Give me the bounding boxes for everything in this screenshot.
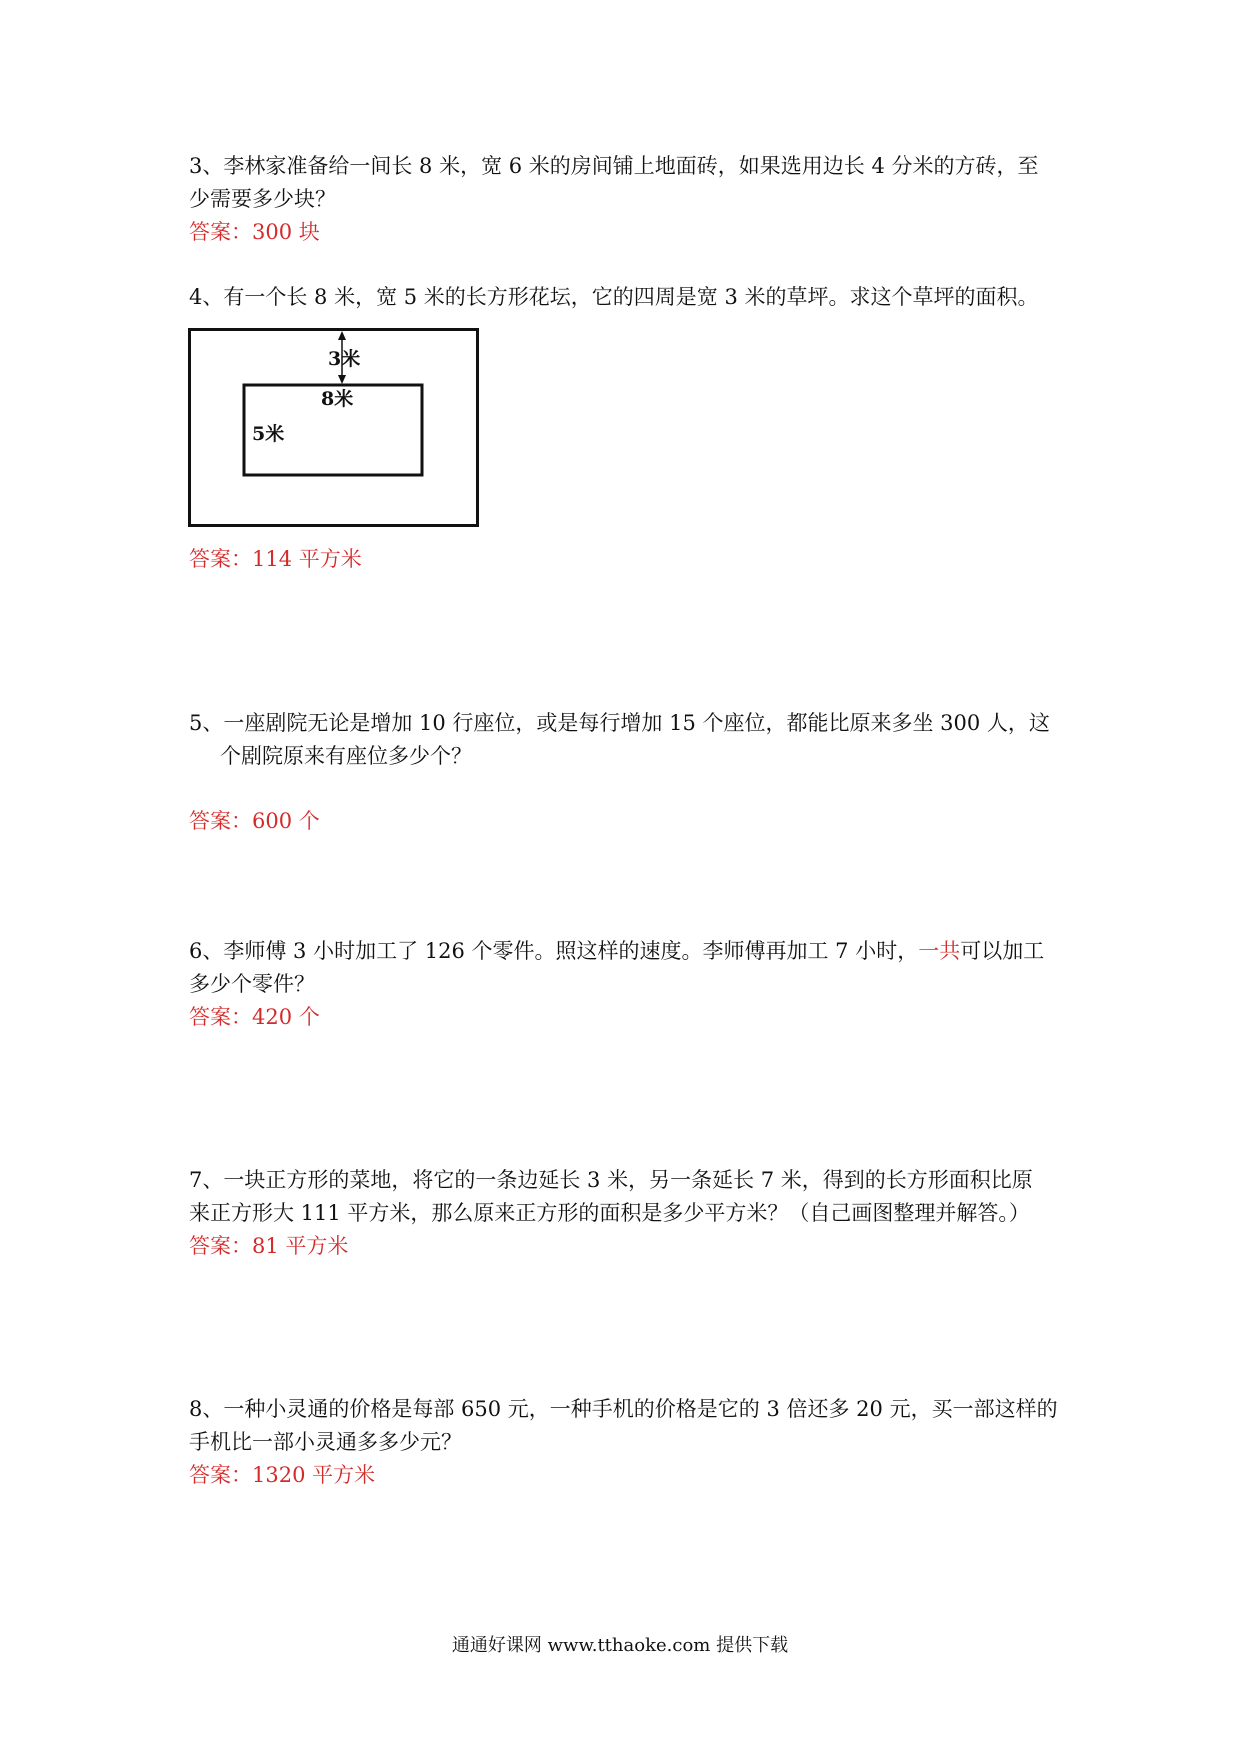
q3-text-line2: 少需要多少块？ <box>189 187 336 211</box>
q6-text-line2: 多少个零件？ <box>189 972 315 996</box>
q6-text-highlight: 一共 <box>918 939 961 963</box>
q8-text-line2: 手机比一部小灵通多多少元？ <box>189 1430 462 1454</box>
q3-text-line1: 3、李林家准备给一间长 8 米，宽 6 米的房间铺上地面砖，如果选用边长 4 分米的方砖，至 <box>189 154 1039 178</box>
label-8m: 8米 <box>321 388 354 410</box>
q8-answer: 答案：1320 平方米 <box>189 1463 376 1487</box>
page-footer: 通通好课网 www.tthaoke.com 提供下载 <box>451 1635 789 1656</box>
q5-text-line2: 个剧院原来有座位多少个？ <box>220 744 472 768</box>
q6-text-part-a: 6、李师傅 3 小时加工了 126 个零件。照这样的速度。李师傅再加工 7 小时， <box>189 939 919 963</box>
q4-answer: 答案：114 平方米 <box>189 547 362 571</box>
q6-answer: 答案：420 个 <box>189 1005 320 1029</box>
q4-text-line1: 4、有一个长 8 米，宽 5 米的长方形花坛，它的四周是宽 3 米的草坪。求这个草坪的面积。 <box>189 285 1039 309</box>
q6-text-line1 <box>189 935 1044 967</box>
garden-lawn-diagram <box>188 328 483 532</box>
arrow-up-icon <box>338 331 346 340</box>
label-5m: 5米 <box>252 423 285 445</box>
q3-answer: 答案：300 块 <box>189 220 320 244</box>
q8-text-line1: 8、一种小灵通的价格是每部 650 元，一种手机的价格是它的 3 倍还多 20 元，买一部这样的 <box>189 1397 1058 1421</box>
arrow-down-icon <box>338 375 346 384</box>
label-3m: 3米 <box>328 348 361 370</box>
q5-text-line1: 5、一座剧院无论是增加 10 行座位，或是每行增加 15 个座位，都能比原来多坐 300 人，这 <box>189 711 1050 735</box>
q7-text-line2: 来正方形大 111 平方米，那么原来正方形的面积是多少平方米？（自己画图整理并解答。） <box>189 1201 1030 1225</box>
q6-text-part-b: 可以加工 <box>960 939 1045 963</box>
q7-text-line1: 7、一块正方形的菜地，将它的一条边延长 3 米，另一条延长 7 米，得到的长方形面积比原 <box>189 1168 1033 1192</box>
q7-answer: 答案：81 平方米 <box>189 1234 349 1258</box>
q5-answer: 答案：600 个 <box>189 809 320 833</box>
